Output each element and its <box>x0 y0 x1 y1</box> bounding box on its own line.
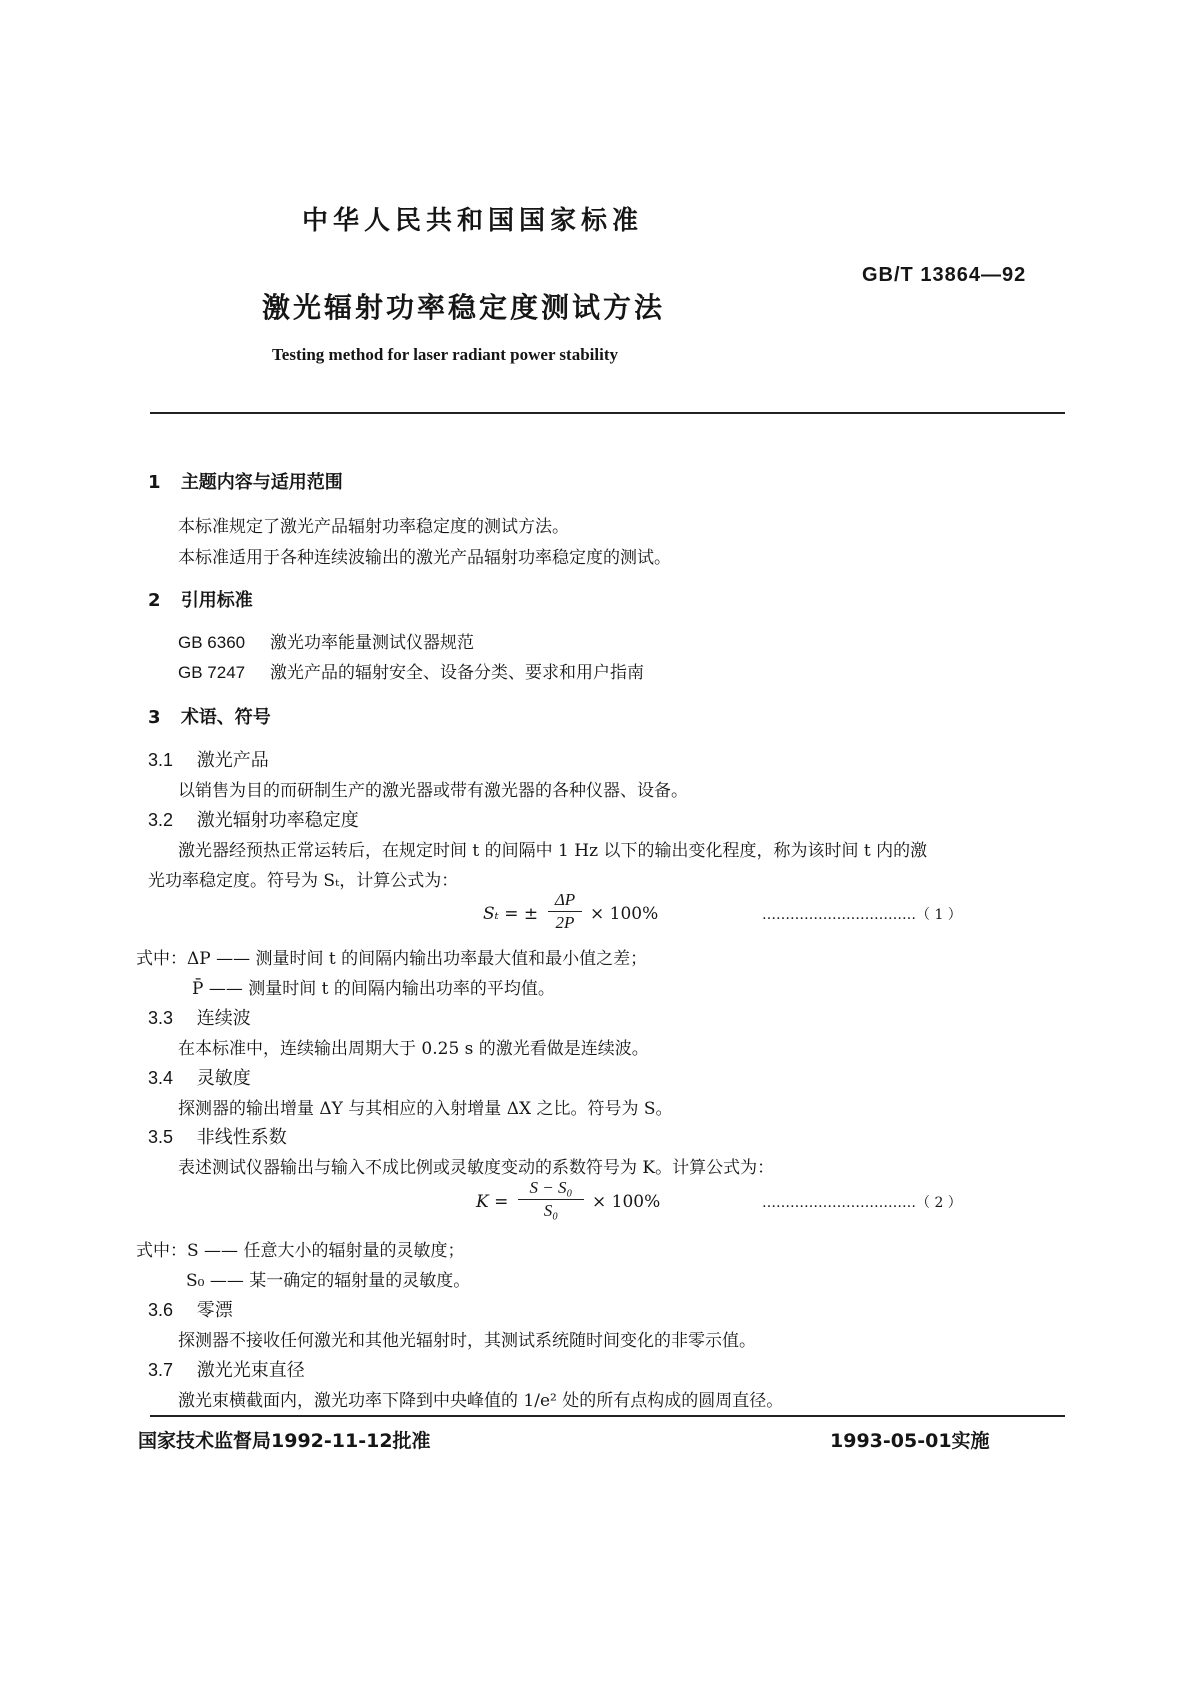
formula-2-where-1: 式中：S —— 任意大小的辐射量的灵敏度； <box>136 1241 465 1261</box>
equation-label-1: ……………………………（ 1 ） <box>762 907 962 923</box>
formula-1-where-1: 式中：ΔP —— 测量时间 t 的间隔内输出功率最大值和最小值之差； <box>136 949 648 969</box>
reference-item <box>178 628 474 653</box>
clause-term: 灵敏度 <box>196 1068 251 1089</box>
clause-3-7-definition: 激光束横截面内，激光功率下降到中央峰值的 1/e² 处的所有点构成的圆周直径。 <box>178 1391 784 1411</box>
fraction-bar <box>518 1199 584 1200</box>
clause-number: 3.6 <box>148 1300 174 1320</box>
clause-3-1-heading <box>148 746 269 772</box>
clause-3-2-heading <box>148 806 359 832</box>
formula-1-denominator: 2P <box>555 913 575 932</box>
clause-number: 3.3 <box>148 1008 174 1028</box>
formula-1-lhs: Sₜ = ± <box>483 904 539 924</box>
reference-title: 激光功率能量测试仪器规范 <box>270 633 474 653</box>
formula-1-numerator: ΔP <box>554 890 576 909</box>
section-1-para-1: 本标准规定了激光产品辐射功率稳定度的测试方法。 <box>178 517 569 537</box>
clause-number: 3.5 <box>148 1127 174 1147</box>
section-2-number: 2 <box>148 590 161 611</box>
formula-2-where-2: S₀ —— 某一确定的辐射量的灵敏度。 <box>186 1271 471 1291</box>
clause-number: 3.7 <box>148 1360 174 1380</box>
clause-3-3-heading <box>148 1004 251 1030</box>
clause-3-5-heading <box>148 1123 287 1149</box>
clause-number: 3.4 <box>148 1068 174 1088</box>
section-3-number: 3 <box>148 707 161 728</box>
clause-term: 激光产品 <box>196 750 269 771</box>
header-divider <box>150 412 1065 414</box>
clause-3-6-definition: 探测器不接收任何激光和其他光辐射时，其测试系统随时间变化的非零示值。 <box>178 1331 756 1351</box>
clause-number: 3.1 <box>148 750 174 770</box>
equation-label-2: ……………………………（ 2 ） <box>762 1195 962 1211</box>
formula-2-fraction <box>518 1178 584 1221</box>
footer-divider <box>150 1415 1065 1417</box>
reference-code: GB 7247 <box>178 663 246 682</box>
formula-1-rhs: × 100% <box>590 904 659 924</box>
section-2-title: 引用标准 <box>180 590 253 611</box>
section-1-number: 1 <box>148 472 161 493</box>
reference-title: 激光产品的辐射安全、设备分类、要求和用户指南 <box>270 663 644 683</box>
formula-2-denominator: S₀ <box>543 1201 559 1220</box>
national-standard-heading: 中华人民共和国国家标准 <box>302 206 644 236</box>
standard-number: GB/T 13864—92 <box>862 264 1027 286</box>
effective-date: 1993-05-01实施 <box>830 1430 990 1452</box>
clause-3-5-definition: 表述测试仪器输出与输入不成比例或灵敏度变动的系数符号为 K。计算公式为： <box>178 1158 775 1178</box>
clause-3-2-definition-line-1: 激光器经预热正常运转后，在规定时间 t 的间隔中 1 Hz 以下的输出变化程度，称为该时间 t 内的激 <box>178 841 928 861</box>
formula-2-rhs: × 100% <box>592 1192 661 1212</box>
section-1-heading <box>148 468 343 494</box>
clause-3-4-heading <box>148 1064 251 1090</box>
reference-item <box>178 658 644 683</box>
reference-code: GB 6360 <box>178 633 246 652</box>
clause-3-2-definition-line-2: 光功率稳定度。符号为 Sₜ，计算公式为： <box>148 871 459 891</box>
formula-2-lhs: K = <box>476 1192 509 1212</box>
clause-3-7-heading <box>148 1356 305 1382</box>
clause-3-1-definition: 以销售为目的而研制生产的激光器或带有激光器的各种仪器、设备。 <box>178 781 688 801</box>
clause-3-4-definition: 探测器的输出增量 ΔY 与其相应的入射增量 ΔX 之比。符号为 S。 <box>178 1099 673 1119</box>
clause-term: 非线性系数 <box>196 1127 287 1148</box>
formula-2-numerator: S − S₀ <box>529 1178 573 1197</box>
section-3-heading <box>148 703 271 729</box>
section-3-title: 术语、符号 <box>180 707 271 728</box>
document-title-en: Testing method for laser radiant power stability <box>272 345 618 364</box>
clause-term: 连续波 <box>196 1008 251 1029</box>
clause-3-6-heading <box>148 1296 233 1322</box>
section-1-para-2: 本标准适用于各种连续波输出的激光产品辐射功率稳定度的测试。 <box>178 548 671 568</box>
clause-term: 零漂 <box>196 1300 233 1321</box>
clause-term: 激光光束直径 <box>196 1360 305 1381</box>
approval-line: 国家技术监督局1992-11-12批准 <box>138 1430 431 1452</box>
document-title: 激光辐射功率稳定度测试方法 <box>262 291 666 324</box>
formula-1-fraction <box>548 890 582 933</box>
clause-number: 3.2 <box>148 810 174 830</box>
formula-1-where-2: P̄ —— 测量时间 t 的间隔内输出功率的平均值。 <box>192 979 555 999</box>
clause-term: 激光辐射功率稳定度 <box>196 810 359 831</box>
fraction-bar <box>548 911 582 912</box>
section-2-heading <box>148 586 253 612</box>
section-1-title: 主题内容与适用范围 <box>180 472 343 493</box>
clause-3-3-definition: 在本标准中，连续输出周期大于 0.25 s 的激光看做是连续波。 <box>178 1039 649 1059</box>
